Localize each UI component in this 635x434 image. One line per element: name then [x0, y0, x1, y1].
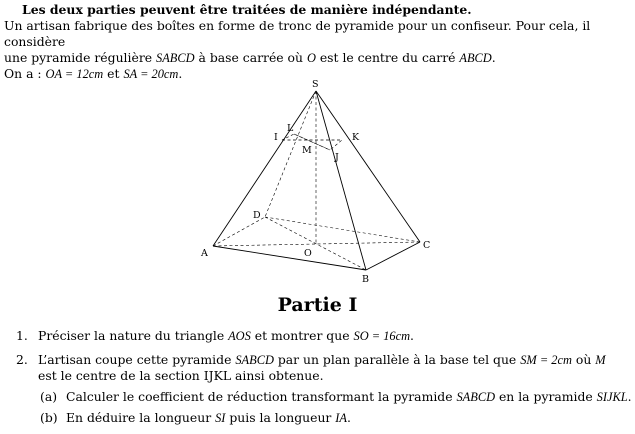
- math-sa-value: SA = 20cm: [123, 67, 179, 81]
- edge-ad: [213, 217, 265, 246]
- question-number: 2.: [16, 352, 28, 367]
- math-sm-value: SM = 2cm: [520, 353, 572, 367]
- label-a: A: [201, 248, 208, 259]
- question-text: par un plan parallèle à la base tel que: [273, 352, 521, 367]
- question-text: .: [627, 389, 632, 404]
- math-length-si: SI: [215, 411, 226, 425]
- intro-text: On a :: [4, 66, 46, 81]
- math-so-value: SO = 16cm: [353, 329, 411, 343]
- label-i: I: [274, 132, 278, 143]
- question-2: [14, 352, 632, 383]
- question-text: .: [347, 410, 351, 425]
- question-1: [14, 328, 632, 344]
- intro-text: et: [103, 66, 124, 81]
- intro-paragraph-line-2: [4, 50, 629, 66]
- subquestion-label: (a): [40, 389, 58, 404]
- question-number: 1.: [16, 328, 28, 343]
- intro-text: .: [491, 50, 496, 65]
- section-ijkl: [282, 134, 342, 150]
- label-o: O: [304, 248, 312, 259]
- intro-text: Un artisan fabrique des boîtes en forme de tronc de pyramide pour un confiseur. Pour cela, il considère: [4, 18, 591, 49]
- label-d: D: [253, 210, 261, 221]
- question-text: .: [410, 328, 414, 343]
- intro-text: une pyramide régulière: [4, 50, 157, 65]
- question-text: et montrer que: [250, 328, 354, 343]
- question-2a: [14, 389, 632, 405]
- math-length-ia: IA: [335, 411, 347, 425]
- intro-text: à base carrée où: [194, 50, 307, 65]
- question-2-line-1: [38, 352, 632, 368]
- math-small-pyramid-name: SIJKL: [596, 390, 628, 404]
- math-pyramid-name: SABCD: [456, 390, 496, 404]
- label-j: J: [335, 152, 339, 163]
- question-text: puis la longueur: [225, 410, 336, 425]
- intro-text: est le centre du carré: [315, 50, 460, 65]
- question-text: En déduire la longueur: [66, 410, 216, 425]
- question-2-line-2: est le centre de la section IJKL ainsi obtenue.: [38, 368, 324, 383]
- math-square-name: ABCD: [459, 51, 492, 65]
- intro-heading: Les deux parties peuvent être traitées de manière indépendante.: [22, 2, 472, 17]
- intro-block: [4, 2, 629, 82]
- questions-list: [14, 328, 632, 426]
- label-l: L: [287, 123, 294, 134]
- math-center-o: O: [306, 51, 316, 65]
- question-text: Calculer le coefficient de réduction transformant la pyramide: [66, 389, 457, 404]
- label-m: M: [302, 145, 312, 156]
- math-pyramid-name: SABCD: [235, 353, 274, 367]
- edge-sc: [316, 91, 420, 242]
- math-point-m: M: [595, 353, 606, 367]
- question-text: L’artisan coupe cette pyramide: [38, 352, 236, 367]
- intro-paragraph-line-1: [4, 18, 629, 50]
- label-b: B: [362, 274, 369, 285]
- math-oa-value: OA = 12cm: [45, 67, 104, 81]
- diagonal-ac: [213, 242, 420, 246]
- math-pyramid-name: SABCD: [156, 51, 195, 65]
- subquestion-label: (b): [40, 410, 58, 425]
- pyramid-figure: [195, 74, 445, 289]
- label-s: S: [312, 79, 319, 90]
- edge-sa: [213, 91, 316, 246]
- label-c: C: [423, 240, 431, 251]
- part-title: Partie I: [277, 294, 358, 316]
- label-k: K: [352, 132, 360, 143]
- question-text: Préciser la nature du triangle: [38, 328, 229, 343]
- pyramid-diagram: [195, 74, 445, 289]
- question-2b: [14, 410, 632, 426]
- edge-dc: [265, 217, 420, 242]
- edge-bc: [366, 242, 420, 270]
- question-text: en la pyramide: [495, 389, 597, 404]
- math-triangle-aos: AOS: [228, 329, 251, 343]
- question-text: où: [571, 352, 596, 367]
- intro-text: .: [178, 66, 183, 81]
